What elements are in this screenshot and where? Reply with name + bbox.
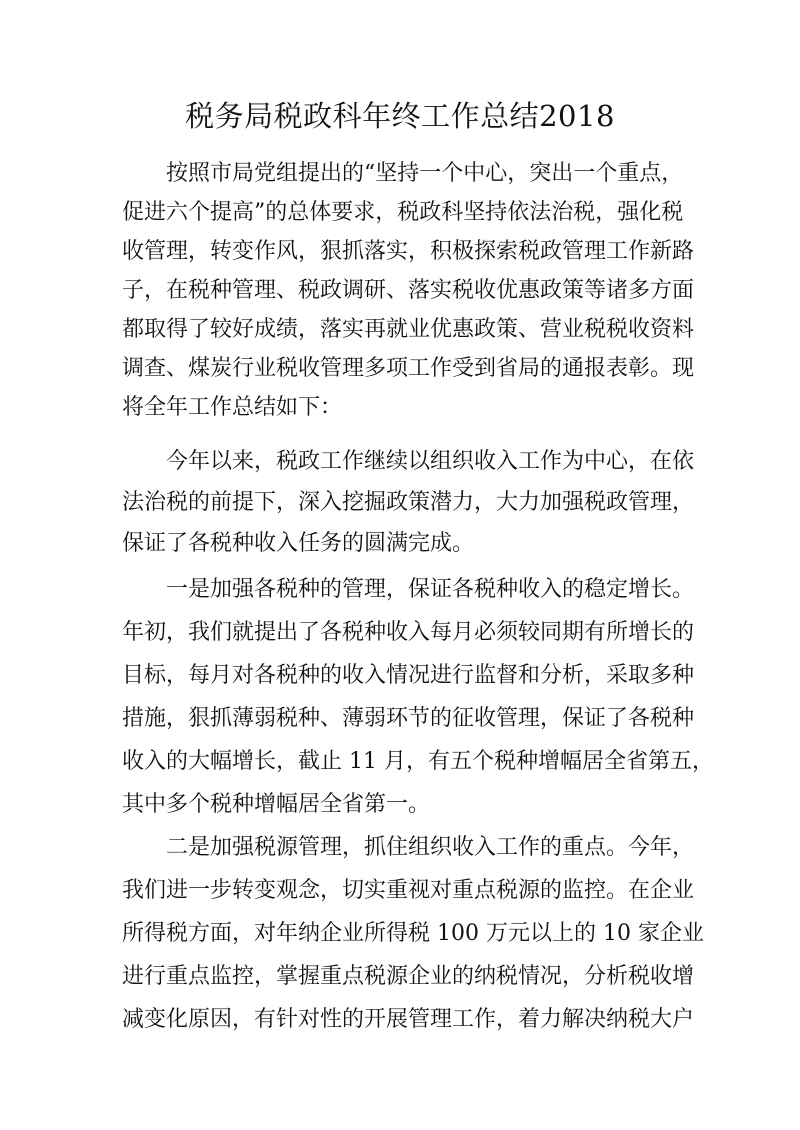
paragraph-3-line-6: 其中多个税种增幅居全省第一。 [122, 792, 431, 817]
paragraph-4-line-2: 我们进一步转变观念，切实重视对重点税源的监控。在企业 [122, 878, 695, 903]
paragraph-2-line-1: 今年以来，税政工作继续以组织收入工作为中心，在依 [166, 449, 695, 474]
paragraph-4-line-5: 减变化原因，有针对性的开展管理工作，着力解决纳税大户 [122, 1007, 695, 1032]
paragraph-1-line-2: 促进六个提高”的总体要求，税政科坚持依法治税，强化税 [122, 200, 684, 225]
paragraph-3-line-4: 措施，狠抓薄弱税种、薄弱环节的征收管理，保证了各税种 [122, 706, 695, 731]
paragraph-1-line-5: 都取得了较好成绩，落实再就业优惠政策、营业税税收资料 [122, 317, 695, 342]
paragraph-1-line-6: 调查、煤炭行业税收管理多项工作受到省局的通报表彰。现 [122, 356, 695, 381]
paragraph-1-line-3: 收管理，转变作风，狠抓落实，积极探索税政管理工作新路 [122, 239, 695, 264]
paragraph-4-line-1: 二是加强税源管理，抓住组织收入工作的重点。今年， [166, 835, 695, 860]
paragraph-1-line-7: 将全年工作总结如下： [122, 395, 343, 420]
paragraph-1-line-4: 子，在税种管理、税政调研、落实税收优惠政策等诸多方面 [122, 278, 695, 303]
paragraph-2-line-3: 保证了各税种收入任务的圆满完成。 [122, 531, 475, 556]
paragraph-3-line-3: 目标，每月对各税种的收入情况进行监督和分析，采取多种 [122, 663, 695, 688]
paragraph-1-line-1: 按照市局党组提出的“坚持一个中心，突出一个重点， [166, 161, 684, 186]
paragraph-4-line-4: 进行重点监控，掌握重点税源企业的纳税情况，分析税收增 [122, 964, 695, 989]
paragraph-4-line-3: 所得税方面，对年纳企业所得税 100 万元以上的 10 家企业 [122, 921, 704, 946]
paragraph-3-line-2: 年初，我们就提出了各税种收入每月必须较同期有所增长的 [122, 620, 695, 645]
paragraph-3-line-1: 一是加强各税种的管理，保证各税种收入的稳定增长。 [166, 577, 695, 602]
paragraph-2-line-2: 法治税的前提下，深入挖掘政策潜力，大力加强税政管理， [122, 490, 695, 515]
paragraph-3-line-5: 收入的大幅增长，截止 11 月，有五个税种增幅居全省第五， [122, 749, 714, 774]
document-title: 税务局税政科年终工作总结2018 [185, 99, 615, 133]
